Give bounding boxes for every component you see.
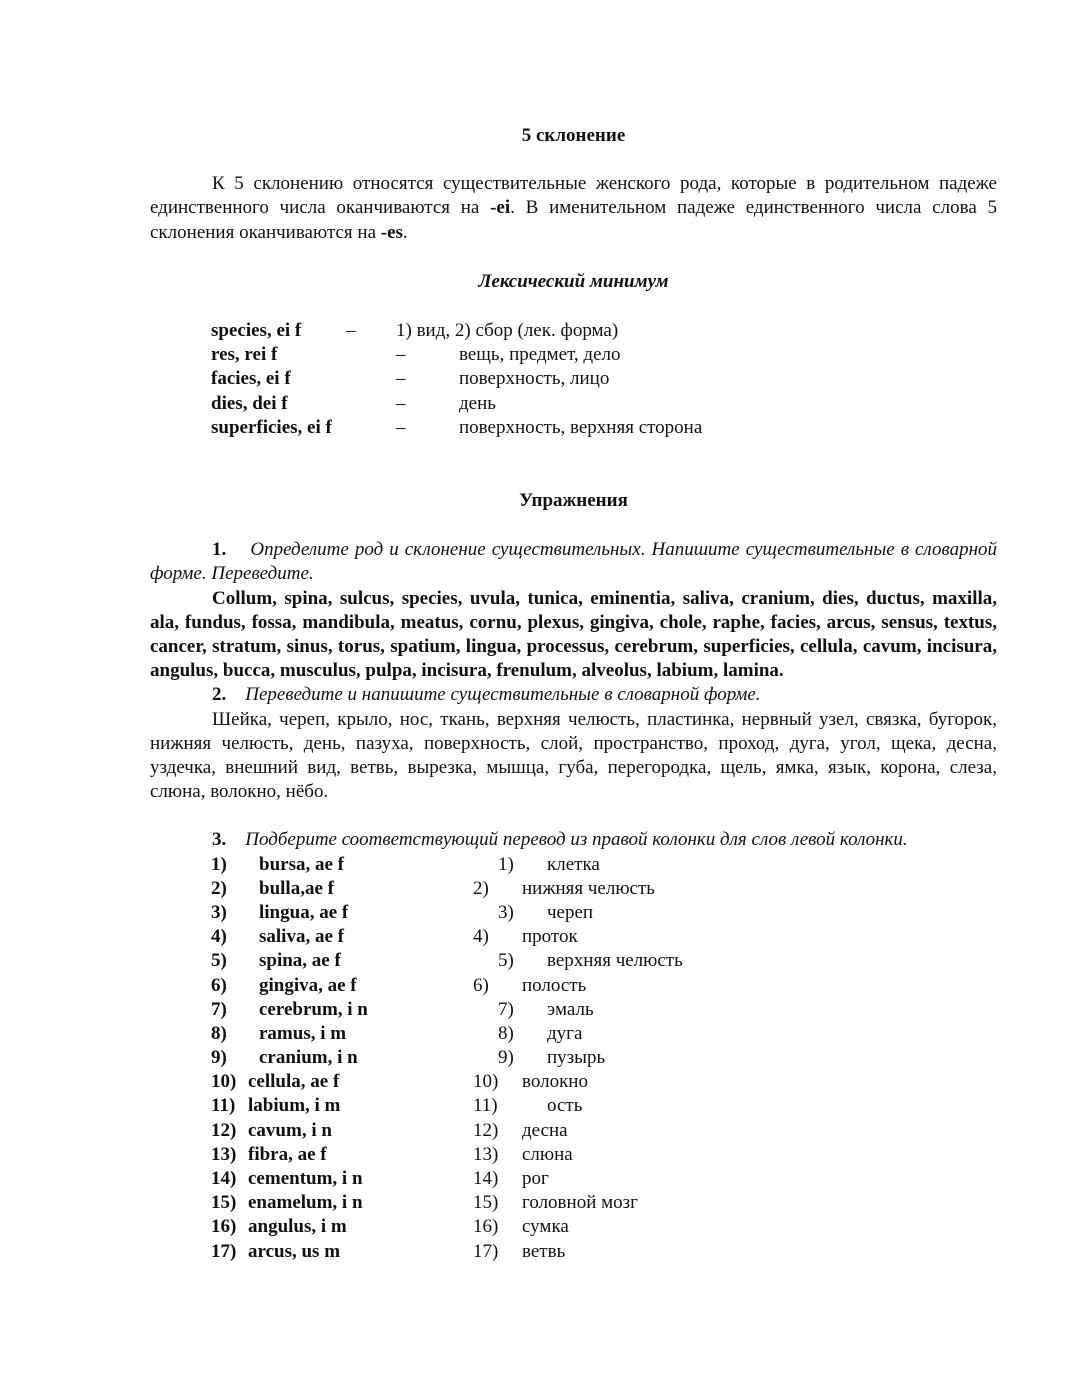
match-row	[150, 853, 997, 877]
right-number: 15)	[473, 1192, 499, 1214]
left-number: 17)	[211, 1240, 237, 1262]
ex2-words: Шейка, череп, крыло, нос, ткань, верхняя челюсть, пластинка, нервный узел, связка, бугорок, нижняя челюсть, день, пазуха, поверхность, слой, пространство, проход, дуга, угол, щека, десна, уздечка, внешний вид, ветвь, вырезка, мышца, губа, перегородка, щель, ямка, язык, корона, слеза, слюна, волокно, нёбо.	[150, 708, 997, 803]
right-number: 13)	[473, 1143, 499, 1165]
ex1-task	[150, 538, 997, 586]
right-translation: слюна	[522, 1143, 573, 1165]
left-latin-word: angulus, i m	[248, 1216, 347, 1238]
intro-text-3: .	[402, 221, 408, 243]
left-number: 12)	[211, 1119, 237, 1141]
vocab-dash: –	[396, 416, 406, 438]
left-latin-word: cavum, i n	[248, 1119, 332, 1141]
left-number: 4)	[211, 926, 227, 948]
left-number: 1)	[211, 853, 227, 875]
ex1-words: Collum, spina, sulcus, species, uvula, tunica, eminentia, saliva, cranium, dies, ductus, maxilla, ala, fundus, fossa, mandibula, meatus, cornu, plexus, gingiva, chole, raphe, facies, arcus, sensus, textus, cancer, stratum, sinus, torus, spatium, lingua, processus, cerebrum, superficies, cellula, cavum, incisura, angulus, bucca, musculus, pulpa, incisura, frenulum, alveolus, labium, lamina.	[150, 587, 997, 682]
vocab-dash: –	[396, 392, 406, 414]
match-row	[150, 925, 997, 949]
left-latin-word: bulla,ae f	[259, 877, 334, 899]
left-latin-word: ramus, i m	[259, 1022, 347, 1044]
right-number: 11)	[473, 1095, 498, 1117]
matching-table	[150, 853, 997, 1264]
match-row	[150, 1046, 997, 1070]
left-number: 13)	[211, 1143, 237, 1165]
right-number: 10)	[473, 1071, 499, 1093]
right-translation: проток	[522, 926, 578, 948]
match-row	[150, 1070, 997, 1094]
vocab-translation: день	[459, 392, 496, 414]
match-row	[150, 1240, 997, 1264]
ex2-task	[150, 683, 997, 707]
right-translation: череп	[547, 901, 594, 923]
vocab-latin: res, rei f	[211, 344, 278, 366]
vocab-translation: 1) вид, 2) сбор (лек. форма)	[396, 320, 619, 342]
match-row	[150, 1167, 997, 1191]
intro-text-1: К 5 склонению относятся существительные женского рода, которые в родительном падеже единственного числа оканчиваются на	[150, 173, 997, 219]
left-latin-word: cerebrum, i n	[259, 998, 368, 1020]
intro-text-2: . В именительном падеже единственного числа слова 5 склонения оканчиваются на	[150, 197, 997, 243]
right-number: 16)	[473, 1216, 499, 1238]
vocab-latin: facies, ei f	[211, 368, 291, 390]
left-number: 16)	[211, 1216, 237, 1238]
vocab-row	[150, 416, 997, 440]
right-translation: клетка	[547, 853, 600, 875]
left-latin-word: cementum, i n	[248, 1168, 363, 1190]
match-row	[150, 949, 997, 973]
left-number: 6)	[211, 974, 227, 996]
right-translation: волокно	[522, 1071, 588, 1093]
match-row	[150, 974, 997, 998]
right-number: 6)	[473, 974, 489, 996]
right-number: 9)	[498, 1047, 514, 1069]
left-number: 3)	[211, 901, 227, 923]
right-translation: пузырь	[547, 1047, 606, 1069]
left-latin-word: saliva, ae f	[259, 926, 344, 948]
right-translation: верхняя челюсть	[547, 950, 683, 972]
ex3-task-text: Подберите соответствующий перевод из правой колонки для слов левой колонки.	[245, 829, 908, 851]
match-row	[150, 1094, 997, 1118]
ex3-number: 3.	[212, 829, 227, 851]
right-translation: ветвь	[522, 1240, 566, 1262]
left-number: 5)	[211, 950, 227, 972]
ex2-task-text: Переведите и напишите существительные в словарной форме.	[245, 684, 761, 706]
vocab-translation: поверхность, верхняя сторона	[459, 416, 703, 438]
left-latin-word: fibra, ae f	[248, 1143, 327, 1165]
left-number: 2)	[211, 877, 227, 899]
left-latin-word: enamelum, i n	[248, 1192, 363, 1214]
right-translation: головной мозг	[522, 1192, 638, 1214]
intro-ending-gen: -ei	[490, 197, 511, 219]
match-row	[150, 1119, 997, 1143]
ex1-number: 1.	[212, 539, 227, 561]
exercises-title: Упражнения	[519, 489, 628, 511]
vocab-latin: species, ei f	[211, 320, 302, 342]
right-translation: ость	[547, 1095, 583, 1117]
right-number: 14)	[473, 1168, 499, 1190]
left-number: 11)	[211, 1095, 236, 1117]
vocab-row	[150, 343, 997, 367]
right-number: 7)	[498, 998, 514, 1020]
left-latin-word: spina, ae f	[259, 950, 341, 972]
document-page	[150, 124, 997, 1264]
left-number: 7)	[211, 998, 227, 1020]
match-row	[150, 998, 997, 1022]
match-row	[150, 901, 997, 925]
left-latin-word: gingiva, ae f	[259, 974, 357, 996]
right-translation: сумка	[522, 1216, 569, 1238]
right-number: 8)	[498, 1022, 514, 1044]
intro-ending-nom: -es	[380, 221, 403, 243]
left-number: 9)	[211, 1047, 227, 1069]
vocab-list	[150, 319, 997, 440]
right-number: 17)	[473, 1240, 499, 1262]
match-row	[150, 1022, 997, 1046]
vocab-dash: –	[346, 320, 356, 342]
vocab-latin: dies, dei f	[211, 392, 288, 414]
right-number: 2)	[473, 877, 489, 899]
vocab-dash: –	[396, 344, 406, 366]
right-number: 12)	[473, 1119, 499, 1141]
left-latin-word: arcus, us m	[248, 1240, 341, 1262]
right-translation: полость	[522, 974, 587, 996]
right-number: 3)	[498, 901, 514, 923]
left-latin-word: cranium, i n	[259, 1047, 358, 1069]
intro-paragraph	[150, 172, 997, 245]
right-number: 5)	[498, 950, 514, 972]
match-row	[150, 1143, 997, 1167]
right-translation: нижняя челюсть	[522, 877, 655, 899]
right-translation: рог	[522, 1168, 549, 1190]
ex3-task	[150, 828, 997, 852]
vocab-row	[150, 367, 997, 391]
vocab-row	[150, 392, 997, 416]
left-number: 15)	[211, 1192, 237, 1214]
vocab-latin: superficies, ei f	[211, 416, 332, 438]
right-number: 4)	[473, 926, 489, 948]
right-number: 1)	[498, 853, 514, 875]
ex1-task-text: Определите род и склонение существительных. Напишите существительные в словарной форме. Переведите.	[150, 539, 997, 585]
ex2-number: 2.	[212, 684, 227, 706]
match-row	[150, 877, 997, 901]
vocab-dash: –	[396, 368, 406, 390]
vocab-row	[150, 319, 997, 343]
left-latin-word: lingua, ae f	[259, 901, 349, 923]
right-translation: десна	[522, 1119, 568, 1141]
vocab-translation: поверхность, лицо	[459, 368, 610, 390]
right-translation: эмаль	[547, 998, 594, 1020]
right-translation: дуга	[547, 1022, 583, 1044]
left-latin-word: cellula, ae f	[248, 1071, 340, 1093]
match-row	[150, 1191, 997, 1215]
lexmin-title: Лексический минимум	[478, 270, 669, 292]
left-number: 14)	[211, 1168, 237, 1190]
vocab-translation: вещь, предмет, дело	[459, 344, 621, 366]
left-number: 10)	[211, 1071, 237, 1093]
left-latin-word: bursa, ae f	[259, 853, 344, 875]
page-title: 5 склонение	[521, 125, 626, 146]
match-row	[150, 1215, 997, 1239]
left-latin-word: labium, i m	[248, 1095, 341, 1117]
left-number: 8)	[211, 1022, 227, 1044]
